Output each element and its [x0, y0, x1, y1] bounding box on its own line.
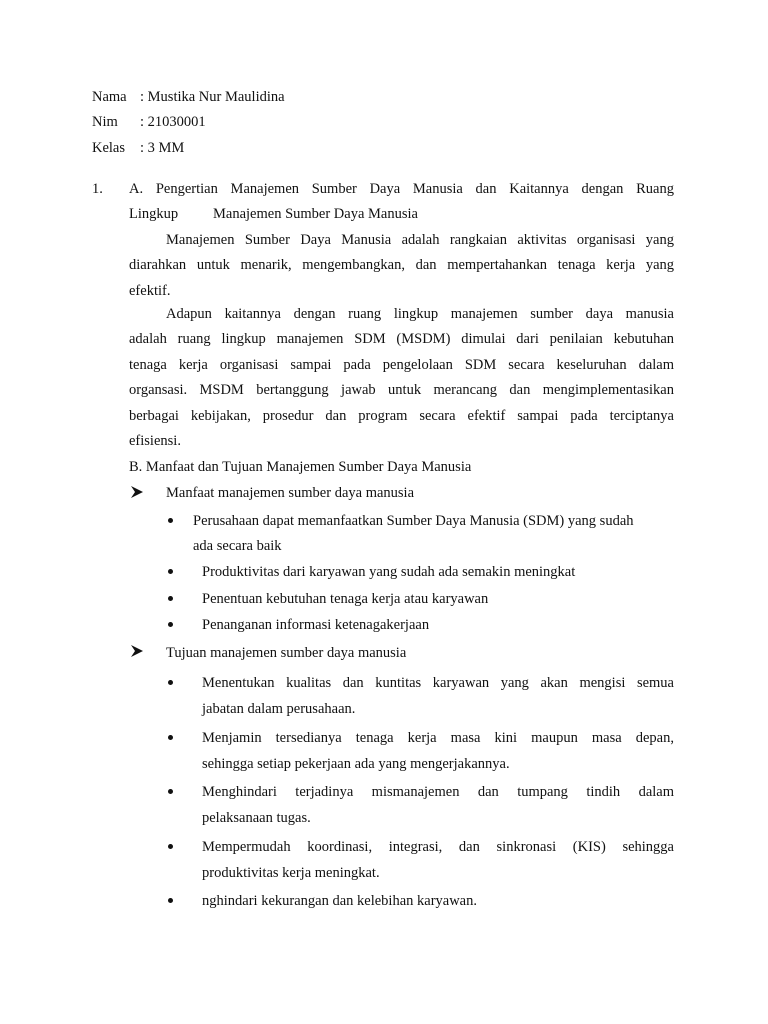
- paragraph-1-line: diarahkan untuk menarik, mengembangkan, dan mempertahankan tenaga kerja yang: [129, 257, 674, 273]
- arrowhead-bullet-icon: [130, 485, 144, 499]
- section-a-title-line1: A. Pengertian Manajemen Sumber Daya Manusia dan Kaitannya dengan Ruang: [129, 181, 674, 197]
- bullet-dot-icon: [168, 569, 173, 574]
- tujuan-item: Menghindari terjadinya mismanajemen dan tumpang tindih dalam: [202, 784, 674, 800]
- tujuan-item-continuation: jabatan dalam perusahaan.: [202, 701, 356, 717]
- kelas-label: Kelas: [92, 140, 126, 156]
- manfaat-item: Penanganan informasi ketenagakerjaan: [202, 617, 430, 633]
- tujuan-heading: Tujuan manajemen sumber daya manusia: [166, 645, 407, 661]
- manfaat-item: Perusahaan dapat memanfaatkan Sumber Daya Manusia (SDM) yang sudah: [193, 513, 634, 529]
- paragraph-2-line: organsasi. MSDM bertanggung jawab untuk merancang dan mengimplementasikan: [129, 382, 674, 398]
- nama-label: Nama: [92, 89, 127, 105]
- bullet-dot-icon: [168, 622, 173, 627]
- bullet-dot-icon: [168, 596, 173, 601]
- section-a-title-line2-part2: Manajemen Sumber Daya Manusia: [213, 206, 418, 222]
- tujuan-item: nghindari kekurangan dan kelebihan karyawan.: [202, 893, 477, 909]
- tujuan-item-continuation: sehingga setiap pekerjaan ada yang mengerjakannya.: [202, 756, 510, 772]
- manfaat-item-continuation: ada secara baik: [193, 538, 282, 554]
- bullet-dot-icon: [168, 518, 173, 523]
- bullet-dot-icon: [168, 898, 173, 903]
- paragraph-2-line: Adapun kaitannya dengan ruang lingkup manajemen sumber daya manusia: [166, 306, 674, 322]
- section-b-title: B. Manfaat dan Tujuan Manajemen Sumber Daya Manusia: [129, 459, 472, 475]
- section-number: 1.: [92, 181, 103, 197]
- manfaat-item: Produktivitas dari karyawan yang sudah ada semakin meningkat: [202, 564, 576, 580]
- tujuan-item-continuation: pelaksanaan tugas.: [202, 810, 311, 826]
- tujuan-item: Mempermudah koordinasi, integrasi, dan sinkronasi (KIS) sehingga: [202, 839, 674, 855]
- paragraph-2-line: tenaga kerja organisasi sampai pada pengelolaan SDM secara keseluruhan dalam: [129, 357, 674, 373]
- bullet-dot-icon: [168, 789, 173, 794]
- nim-label: Nim: [92, 114, 118, 130]
- paragraph-2-line: adalah ruang lingkup manajemen SDM (MSDM) dimulai dari penilaian kebutuhan: [129, 331, 674, 347]
- bullet-dot-icon: [168, 735, 173, 740]
- paragraph-2-line: berbagai kebijakan, prosedur dan program secara efektif sampai pada terciptanya: [129, 408, 674, 424]
- manfaat-item: Penentuan kebutuhan tenaga kerja atau karyawan: [202, 591, 489, 607]
- bullet-dot-icon: [168, 844, 173, 849]
- tujuan-item: Menjamin tersedianya tenaga kerja masa kini maupun masa depan,: [202, 730, 674, 746]
- kelas-value: : 3 MM: [140, 140, 185, 156]
- bullet-dot-icon: [168, 680, 173, 685]
- paragraph-1-line: efektif.: [129, 283, 171, 299]
- tujuan-item: Menentukan kualitas dan kuntitas karyawan yang akan mengisi semua: [202, 675, 674, 691]
- section-a-title-line2-part1: Lingkup: [129, 206, 179, 222]
- manfaat-heading: Manfaat manajemen sumber daya manusia: [166, 485, 415, 501]
- nim-value: : 21030001: [140, 114, 206, 130]
- nama-value: : Mustika Nur Maulidina: [140, 89, 285, 105]
- paragraph-2-line: efisiensi.: [129, 433, 181, 449]
- tujuan-item-continuation: produktivitas kerja meningkat.: [202, 865, 380, 881]
- paragraph-1-line: Manajemen Sumber Daya Manusia adalah rangkaian aktivitas organisasi yang: [166, 232, 674, 248]
- arrowhead-bullet-icon: [130, 644, 144, 658]
